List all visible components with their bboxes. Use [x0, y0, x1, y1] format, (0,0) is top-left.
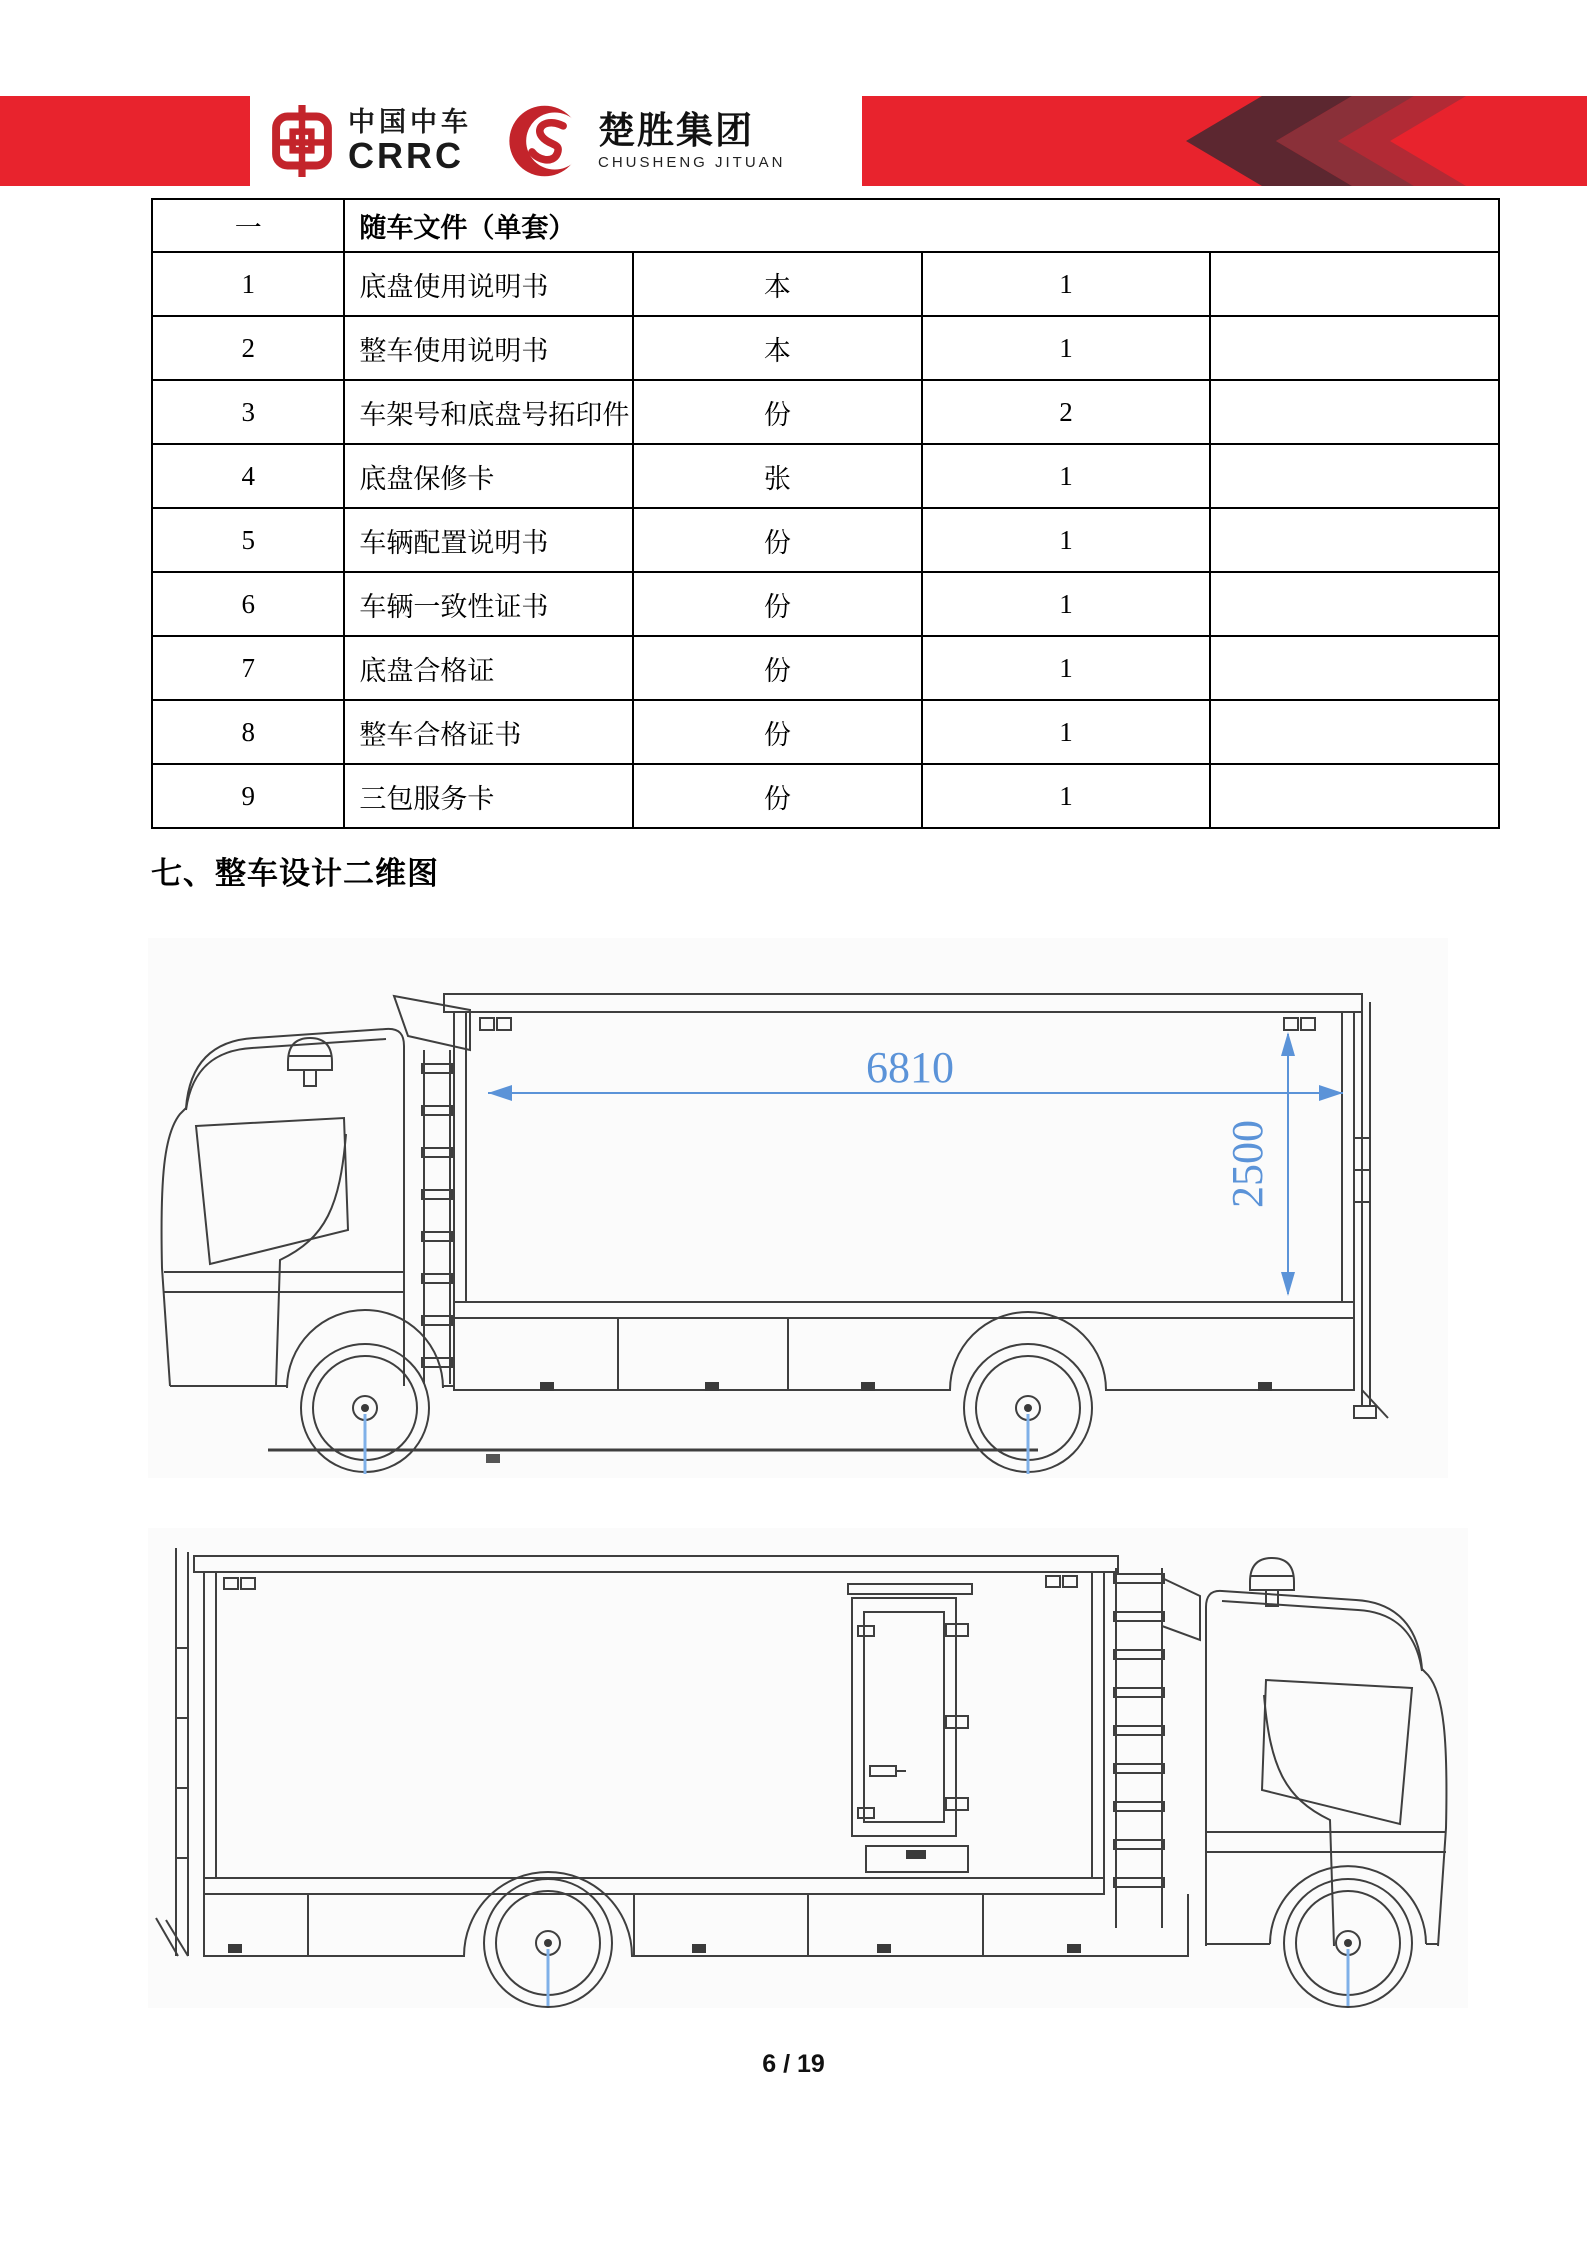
page-number: 6 / 19 [762, 2050, 825, 2078]
chusheng-name-cn: 楚胜集团 [598, 110, 754, 151]
row-num-cell: 4 [152, 444, 344, 508]
row-qty-cell: 1 [922, 316, 1211, 380]
table-row [152, 764, 1499, 828]
row-name-cell: 底盘使用说明书 [344, 252, 633, 316]
truck-drawing-left-cab [148, 938, 1448, 1478]
table-row [152, 508, 1499, 572]
figure-truck-side-view-2 [148, 1528, 1468, 2008]
row-qty-cell: 1 [922, 444, 1211, 508]
figure-truck-side-view-1 [148, 938, 1448, 1478]
row-remark-cell [1210, 316, 1499, 380]
accompanying-documents-table [151, 198, 1500, 829]
row-qty-cell: 1 [922, 252, 1211, 316]
dimension-length [488, 1043, 1343, 1101]
row-num-cell: 8 [152, 700, 344, 764]
row-unit-cell: 本 [633, 316, 922, 380]
row-name-cell: 整车合格证书 [344, 700, 633, 764]
row-name-cell: 车辆配置说明书 [344, 508, 633, 572]
logo-area [250, 96, 862, 186]
row-remark-cell [1210, 508, 1499, 572]
table-header-row [152, 199, 1499, 252]
chusheng-logo-text [598, 112, 786, 170]
row-unit-cell: 本 [633, 252, 922, 316]
dim-height-label: 2500 [1223, 1120, 1272, 1208]
row-unit-cell: 份 [633, 508, 922, 572]
row-num-cell: 3 [152, 380, 344, 444]
row-unit-cell: 份 [633, 572, 922, 636]
row-num-cell: 6 [152, 572, 344, 636]
dimension-height [1223, 1032, 1295, 1296]
row-remark-cell [1210, 252, 1499, 316]
row-unit-cell: 张 [633, 444, 922, 508]
row-name-cell: 车架号和底盘号拓印件 [344, 380, 633, 444]
row-num-cell: 7 [152, 636, 344, 700]
section-no-cell: 一 [152, 199, 344, 252]
row-remark-cell [1210, 380, 1499, 444]
crrc-name-en: CRRC [348, 134, 464, 176]
row-remark-cell [1210, 636, 1499, 700]
row-unit-cell: 份 [633, 380, 922, 444]
chusheng-logo-icon [506, 99, 590, 183]
table-row [152, 444, 1499, 508]
row-name-cell: 三包服务卡 [344, 764, 633, 828]
row-remark-cell [1210, 572, 1499, 636]
section-heading: 七、整车设计二维图 [151, 856, 439, 891]
table-row [152, 636, 1499, 700]
row-unit-cell: 份 [633, 764, 922, 828]
row-qty-cell: 1 [922, 636, 1211, 700]
dim-length-label: 6810 [866, 1043, 954, 1092]
chusheng-name-en: CHUSHENG JITUAN [598, 154, 786, 171]
row-num-cell: 5 [152, 508, 344, 572]
truck-drawing-right-cab [148, 1528, 1468, 2008]
section-title-cell: 随车文件（单套） [344, 199, 1499, 252]
row-remark-cell [1210, 700, 1499, 764]
row-num-cell: 1 [152, 252, 344, 316]
row-name-cell: 底盘合格证 [344, 636, 633, 700]
crrc-logo-text [348, 106, 472, 176]
row-qty-cell: 1 [922, 700, 1211, 764]
header-band [0, 96, 1587, 186]
row-name-cell: 底盘保修卡 [344, 444, 633, 508]
row-unit-cell: 份 [633, 636, 922, 700]
table-row [152, 316, 1499, 380]
crrc-name-cn: 中国中车 [348, 106, 472, 137]
row-unit-cell: 份 [633, 700, 922, 764]
table-row [152, 700, 1499, 764]
row-name-cell: 整车使用说明书 [344, 316, 633, 380]
row-remark-cell [1210, 764, 1499, 828]
row-remark-cell [1210, 444, 1499, 508]
row-qty-cell: 1 [922, 764, 1211, 828]
table-row [152, 572, 1499, 636]
row-name-cell: 车辆一致性证书 [344, 572, 633, 636]
row-num-cell: 9 [152, 764, 344, 828]
row-qty-cell: 1 [922, 508, 1211, 572]
row-qty-cell: 1 [922, 572, 1211, 636]
row-qty-cell: 2 [922, 380, 1211, 444]
crrc-logo-icon [266, 105, 338, 177]
table-row [152, 380, 1499, 444]
row-num-cell: 2 [152, 316, 344, 380]
table-row [152, 252, 1499, 316]
